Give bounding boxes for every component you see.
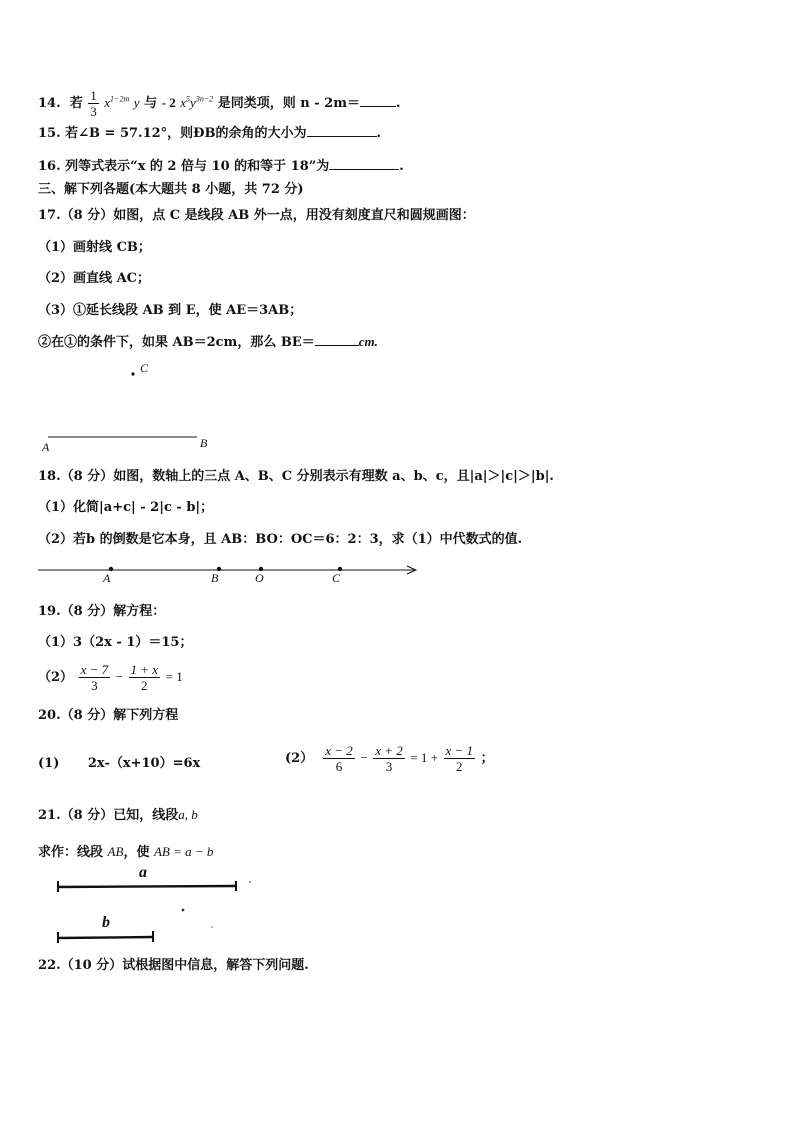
segment-label-a: a [139,864,147,881]
segment-b [58,937,153,938]
equation: 2x-（x+10）=6x [87,756,201,771]
question-text: （2） [38,670,74,685]
question-text: cm. [358,334,378,349]
question-number: 14. [38,96,61,111]
axis-label-c: C [332,571,341,585]
question-text: 是同类项，则 n - 2m＝ [217,96,360,111]
question-text: 16. 列等式表示“x 的 2 倍与 10 的和等于 18”为 [38,159,330,174]
math-operator: = 1 + [410,750,438,765]
question-text: (2） [285,751,314,766]
question-text: 20.（8 分）解下列方程 [38,708,179,723]
question-text: (1) [38,756,60,771]
math-var: x [180,95,187,110]
question-text: （2）画直线 AC； [38,271,151,286]
segment-label-b: b [102,914,110,931]
fraction: $\frac{x + 2}{3}$ [375,743,403,774]
question-22-stem [38,957,309,975]
question-text: （3）①延长线段 AB 到 E，使 AE＝3AB； [38,303,303,318]
math-var: y [133,95,140,110]
section-title: 三、解下列各题(本大题共 8 小题，共 72 分) [38,182,304,197]
math-expr: AB = a − b [153,844,214,859]
axis-label-o: O [255,571,264,585]
question-text: 19.（8 分）解方程： [38,604,166,619]
label-c: C [140,361,149,375]
fraction: $\frac{x - 7}{3}$ [80,662,109,693]
fraction: $\frac{x - 1}{2}$ [445,743,474,774]
question-text: 17.（8 分）如图，点 C 是线段 AB 外一点，用没有刻度直尺和圆规画图： [38,208,475,223]
question-text: 若 [69,96,83,111]
fraction: $\frac{x - 2}{6}$ [325,743,353,774]
question-text: . [376,126,382,141]
math-operator: − [115,669,123,684]
question-text: 15. 若∠B = 57.12°，则ÐB的余角的大小为 [38,126,307,141]
question-text: . [395,96,401,111]
question-text: （2）若b 的倒数是它本身，且 AB：BO：OC＝6：2：3，求（1）中代数式的值. [38,532,523,547]
math-exponent: 1−2m [110,94,130,104]
math-operator: − [360,750,368,765]
math-coefficient: - 2 [161,95,176,110]
question-text: （1）3（2x - 1）＝15； [38,635,193,650]
axis-label-a: A [103,571,111,585]
stray-mark [182,909,185,912]
question-text: （1）化简|a+c| - 2|c - b|； [38,500,214,515]
question-text: ②在①的条件下，如果 AB＝2cm，那么 BE＝ [38,335,315,350]
question-text: ； [480,751,494,766]
question-text: 21.（8 分）已知，线段 [38,808,179,823]
fraction: $\frac{1 + x}{2}$ [130,662,159,693]
segment-a [58,886,236,887]
question-text: （1）画射线 CB； [38,240,151,255]
label-b: B [200,436,208,450]
math-rhs: = 1 [165,669,183,684]
math-exponent: 5 [186,94,191,104]
math-var: y [190,95,196,110]
fraction-one-third: $\frac{1}{3}$ [90,88,97,119]
math-expr: AB [107,844,124,859]
question-text: 与 [144,96,158,111]
question-text: . [399,159,404,174]
math-exponent: 3n−2 [195,94,214,104]
axis-label-b: B [211,571,219,585]
stray-mark [211,926,213,928]
question-text: 求作：线段 [38,845,104,860]
question-text: ，使 [123,845,150,860]
math-var: x [104,95,111,110]
question-text: 18.（8 分）如图，数轴上的三点 A、B、C 分别表示有理数 a、b、c，且|a|＞|c|＞|b|. [38,469,554,484]
math-vars: a, b [178,807,198,822]
stray-mark [249,881,251,883]
question-text: 22.（10 分）试根据图中信息，解答下列问题. [38,958,309,973]
label-a: A [42,440,50,454]
